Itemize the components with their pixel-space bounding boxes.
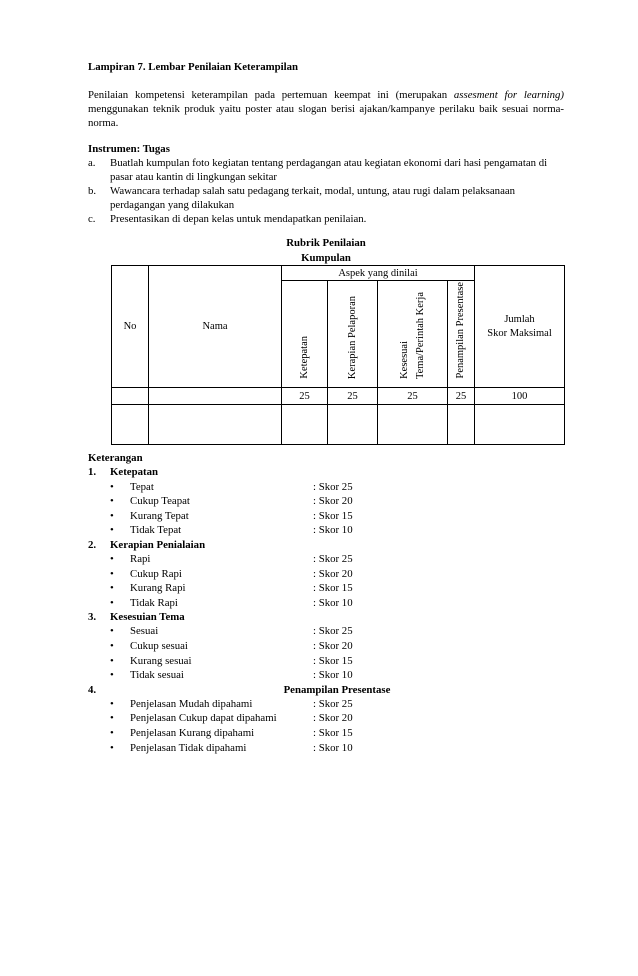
table-row-cell	[282, 405, 328, 445]
item-value: : Skor 10	[313, 741, 353, 754]
list-item	[88, 480, 564, 495]
bullet-icon: •	[110, 524, 114, 537]
intro-text-2: menggunakan teknik produk yaitu poster atau slogan berisi ajakan/kampanye perilaku baik sesuai norma-norma.	[88, 103, 564, 130]
list-item	[88, 639, 564, 654]
score-penampilan: 25	[448, 388, 475, 405]
header-kesesuaian-line2: Tema/Perintah Kerja	[414, 291, 426, 379]
bullet-icon: •	[110, 669, 114, 682]
score-jumlah: 100	[475, 388, 565, 405]
intro-paragraph	[88, 88, 564, 130]
tugas-label: a.	[88, 157, 96, 170]
group-number: 4.	[88, 683, 97, 696]
bullet-icon: •	[110, 741, 114, 754]
item-value: : Skor 25	[313, 625, 353, 638]
item-value: : Skor 15	[313, 582, 353, 595]
item-name: Cukup Teapat	[130, 495, 190, 508]
list-item	[88, 624, 564, 639]
item-name: Kurang Rapi	[130, 582, 186, 595]
item-name: Kurang sesuai	[130, 654, 192, 667]
keterangan-heading: Keterangan	[88, 452, 143, 465]
score-ketepatan: 25	[282, 388, 328, 405]
item-value: : Skor 25	[313, 480, 353, 493]
keterangan-group	[88, 610, 564, 624]
list-item	[88, 509, 564, 524]
list-item	[88, 552, 564, 567]
tugas-label: c.	[88, 213, 96, 226]
group-number: 3.	[88, 611, 97, 624]
header-ketepatan-text: Ketepatan	[298, 336, 310, 379]
item-name: Kurang Tepat	[130, 509, 189, 522]
item-name: Penjelasan Mudah dipahami	[130, 697, 253, 710]
score-kesesuaian: 25	[378, 388, 448, 405]
item-name: Penjelasan Kurang dipahami	[130, 726, 255, 739]
rubrik-title: Rubrik Penilaian	[286, 237, 366, 250]
item-value: : Skor 20	[313, 567, 353, 580]
document-page	[88, 60, 564, 755]
list-item	[88, 668, 564, 683]
bullet-icon: •	[110, 582, 114, 595]
table-row-cell	[475, 405, 565, 445]
item-name: Tidak sesuai	[130, 669, 184, 682]
header-jumlah-line2: Skor Maksimal	[487, 327, 552, 339]
item-value: : Skor 25	[313, 552, 353, 565]
item-name: Penjelasan Tidak dipahami	[130, 741, 247, 754]
bullet-icon: •	[110, 495, 114, 508]
rubrik-heading	[88, 236, 564, 265]
item-name: Cukup sesuai	[130, 639, 188, 652]
header-kerapian	[328, 281, 378, 388]
group-title: Kesesuian Tema	[110, 611, 185, 624]
header-kesesuaian-line1: Kesesuai	[399, 340, 411, 379]
item-value: : Skor 25	[313, 697, 353, 710]
table-row-cell	[328, 405, 378, 445]
list-item	[88, 567, 564, 582]
header-penampilan	[448, 281, 475, 388]
item-value: : Skor 10	[313, 596, 353, 609]
score-cell-empty	[149, 388, 282, 405]
header-no: No	[112, 266, 149, 388]
bullet-icon: •	[110, 596, 114, 609]
tugas-item	[88, 156, 564, 184]
item-value: : Skor 15	[313, 726, 353, 739]
item-value: : Skor 20	[313, 639, 353, 652]
score-kerapian: 25	[328, 388, 378, 405]
bullet-icon: •	[110, 625, 114, 638]
bullet-icon: •	[110, 654, 114, 667]
table-row-cell	[149, 405, 282, 445]
item-value: : Skor 10	[313, 669, 353, 682]
score-cell-empty	[112, 388, 149, 405]
item-name: Cukup Rapi	[130, 567, 182, 580]
list-item	[88, 654, 564, 669]
group-title: Kerapian Penialaian	[110, 538, 206, 551]
list-item	[88, 726, 564, 741]
header-kesesuaian	[378, 281, 448, 388]
instrumen-heading: Instrumen: Tugas	[88, 143, 170, 156]
bullet-icon: •	[110, 697, 114, 710]
page-title: Lampiran 7. Lembar Penilaian Keterampilan	[88, 61, 299, 73]
item-name: Penjelasan Cukup dapat dipahami	[130, 712, 277, 725]
keterangan-group	[88, 683, 564, 697]
group-number: 1.	[88, 466, 97, 479]
rubrik-subtitle: Kumpulan	[301, 251, 351, 264]
table-row-cell	[448, 405, 475, 445]
list-item	[88, 596, 564, 611]
table-row-cell	[378, 405, 448, 445]
rubric-table	[111, 265, 565, 445]
keterangan-group	[88, 538, 564, 552]
item-name: Sesuai	[130, 625, 159, 638]
group-title: Penampilan Presentase	[283, 683, 391, 696]
tugas-item	[88, 212, 564, 226]
instrumen-section	[88, 142, 564, 226]
intro-text-1: Penilaian kompetensi keterampilan pada pertemuan keempat ini (merupakan	[88, 89, 454, 102]
header-kerapian-text: Kerapian Pelaporan	[346, 295, 358, 379]
tugas-text: Presentasikan di depan kelas untuk mendapatkan penilaian.	[110, 213, 367, 226]
item-name: Tidak Tepat	[130, 524, 182, 537]
tugas-text: Buatlah kumpulan foto kegiatan tentang perdagangan atau kegiatan ekonomi dari hasi pengamatan di pasar atau kantin di lingkungan sekitar	[110, 157, 548, 184]
item-name: Tepat	[130, 480, 154, 493]
bullet-icon: •	[110, 480, 114, 493]
header-jumlah	[475, 266, 565, 388]
header-nama: Nama	[149, 266, 282, 388]
intro-italic: assesment for learning)	[453, 89, 564, 102]
table-row-cell	[112, 405, 149, 445]
tugas-text: Wawancara terhadap salah satu pedagang terkait, modal, untung, atau rugi dalam pelaksanaan perdagangan yang dilakukan	[110, 185, 516, 212]
header-penampilan-text: Penampilan Presentase	[455, 282, 467, 379]
bullet-icon: •	[110, 567, 114, 580]
keterangan-group	[88, 465, 564, 479]
group-title: Ketepatan	[110, 466, 158, 479]
item-value: : Skor 20	[313, 495, 353, 508]
item-value: : Skor 15	[313, 654, 353, 667]
item-value: : Skor 15	[313, 509, 353, 522]
item-name: Rapi	[130, 552, 151, 565]
header-ketepatan	[282, 281, 328, 388]
list-item	[88, 581, 564, 596]
bullet-icon: •	[110, 639, 114, 652]
list-item	[88, 711, 564, 726]
tugas-item	[88, 184, 564, 212]
bullet-icon: •	[110, 726, 114, 739]
header-aspek: Aspek yang dinilai	[282, 266, 475, 281]
item-value: : Skor 10	[313, 524, 353, 537]
header-jumlah-line1: Jumlah	[504, 314, 535, 326]
list-item	[88, 494, 564, 509]
item-value: : Skor 20	[313, 712, 353, 725]
bullet-icon: •	[110, 712, 114, 725]
tugas-label: b.	[88, 185, 97, 198]
bullet-icon: •	[110, 552, 114, 565]
list-item	[88, 697, 564, 712]
bullet-icon: •	[110, 509, 114, 522]
list-item	[88, 523, 564, 538]
group-number: 2.	[88, 538, 97, 551]
item-name: Tidak Rapi	[130, 596, 178, 609]
keterangan-section	[88, 451, 564, 755]
list-item	[88, 741, 564, 756]
